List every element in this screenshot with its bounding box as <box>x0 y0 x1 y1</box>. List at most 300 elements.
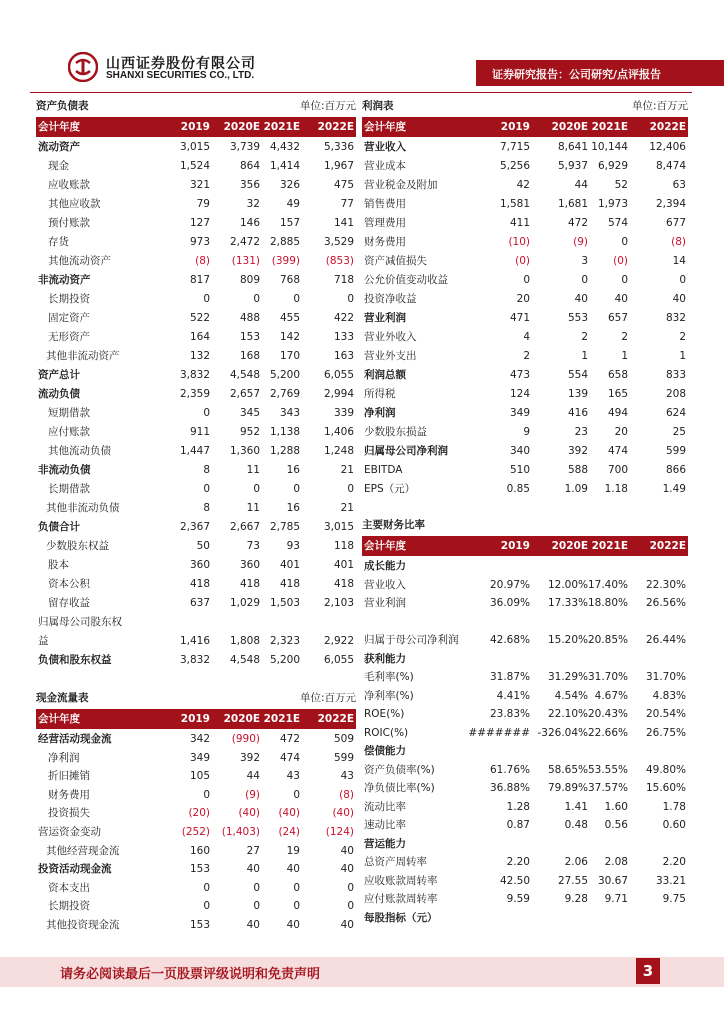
row-value: 5,200 <box>269 654 300 666</box>
table-row <box>362 138 688 157</box>
row-label: 其他非流动负债 <box>46 502 120 514</box>
row-value: 474 <box>607 445 628 457</box>
row-label: 留存收益 <box>48 597 90 609</box>
row-value: 4,432 <box>269 141 300 153</box>
table-row <box>362 442 688 461</box>
row-value: 401 <box>333 559 354 571</box>
row-value: 0 <box>293 900 300 913</box>
row-value: 3,739 <box>229 141 260 153</box>
row-value: 2,785 <box>269 521 300 533</box>
row-label: 公允价值变动收益 <box>364 274 448 286</box>
table-row <box>36 442 356 461</box>
header-label: 会计年度 <box>364 540 406 552</box>
row-value: 0 <box>253 900 260 913</box>
row-value: 79.89% <box>547 782 588 794</box>
row-value: (8) <box>339 788 354 801</box>
row-value: 40 <box>246 919 260 931</box>
table-row <box>36 556 356 575</box>
row-label: 负债合计 <box>38 521 80 533</box>
row-value: 554 <box>567 369 588 381</box>
table-row <box>362 631 688 650</box>
row-value: 11 <box>246 502 260 514</box>
row-value: 9.28 <box>564 893 588 905</box>
row-label: 投资活动现金流 <box>38 863 112 876</box>
row-value: 1,808 <box>229 635 260 647</box>
table-row <box>362 252 688 271</box>
row-value: 677 <box>665 217 686 229</box>
table-row <box>36 730 356 749</box>
row-value: 0 <box>253 293 260 305</box>
row-value: 2,994 <box>323 388 354 400</box>
row-value: 2,103 <box>323 597 354 609</box>
table-row <box>362 404 688 423</box>
page-header <box>0 0 724 95</box>
row-label: 管理费用 <box>364 217 406 229</box>
row-value: 1.28 <box>506 800 530 813</box>
row-value: 4.54% <box>554 689 588 702</box>
row-label: 应收账款周转率 <box>364 874 438 887</box>
row-value: 15.20% <box>547 634 588 646</box>
row-value: 1.41 <box>564 800 588 813</box>
header-year: 2022E <box>649 540 686 552</box>
row-value: 0 <box>203 293 210 305</box>
row-value: 49.80% <box>645 763 686 776</box>
row-label: 营运资金变动 <box>38 826 101 838</box>
header-year: 2020E <box>551 121 588 133</box>
table-row <box>36 290 356 309</box>
row-value: 0 <box>621 236 628 248</box>
table-row <box>36 860 356 879</box>
row-value: 20.54% <box>645 708 686 720</box>
row-value: 472 <box>279 733 300 745</box>
table-row <box>362 613 688 632</box>
table-title: 资产负债表 <box>36 100 89 112</box>
row-label: 应付账款 <box>48 426 90 438</box>
row-label: 营业外收入 <box>364 331 417 343</box>
header-year: 2019 <box>500 540 530 552</box>
row-value: 3 <box>581 255 588 267</box>
row-value: 342 <box>189 733 210 745</box>
row-label: 财务费用 <box>364 236 406 248</box>
table-row <box>362 347 688 366</box>
row-value: 4,548 <box>229 654 260 666</box>
row-value: 475 <box>333 179 354 191</box>
row-label: 成长能力 <box>364 560 406 572</box>
table-row <box>362 233 688 252</box>
disclaimer-text: 请务必阅读最后一页股票评级说明和免责声明 <box>60 967 321 982</box>
header-year: 2022E <box>317 121 354 133</box>
row-value: (124) <box>325 826 354 838</box>
row-label: ROIC(%) <box>364 726 409 739</box>
row-value: 2.20 <box>506 856 530 868</box>
table-row <box>36 214 356 233</box>
row-value: 1,406 <box>323 426 354 438</box>
row-value: (40) <box>332 807 354 820</box>
row-value: 411 <box>509 217 530 229</box>
row-value: 3,832 <box>179 654 210 666</box>
row-value: 1,138 <box>269 426 300 438</box>
row-value: 0.48 <box>564 819 588 831</box>
page-number: 3 <box>636 958 660 984</box>
row-value: 42 <box>516 179 530 191</box>
row-value: 79 <box>196 198 210 210</box>
row-value: 31.29% <box>547 671 588 683</box>
table-row <box>36 916 356 935</box>
row-value: 43 <box>340 770 354 783</box>
row-value: 833 <box>665 369 686 381</box>
table-row <box>362 328 688 347</box>
table-row <box>36 366 356 385</box>
row-value: 657 <box>607 312 628 324</box>
row-value: 553 <box>567 312 588 324</box>
row-label: 所得税 <box>364 388 396 400</box>
row-value: 26.75% <box>645 726 686 739</box>
row-value: 42.50 <box>499 874 530 887</box>
row-label: 益 <box>38 635 49 647</box>
row-value: 50 <box>196 540 210 552</box>
row-label: 其他流动负债 <box>48 445 111 457</box>
table-row <box>36 347 356 366</box>
row-value: 1.09 <box>564 483 588 495</box>
row-value: 2,394 <box>655 198 686 210</box>
row-value: -326.04% <box>537 726 588 739</box>
table-row <box>36 786 356 805</box>
table-row <box>36 613 356 632</box>
row-value: 6,929 <box>597 160 628 172</box>
row-value: 61.76% <box>489 763 530 776</box>
table-row <box>362 195 688 214</box>
row-value: 7,715 <box>499 141 530 153</box>
table-row <box>36 157 356 176</box>
table-row <box>36 404 356 423</box>
row-value: 4,548 <box>229 369 260 381</box>
table-row <box>36 423 356 442</box>
row-value: 5,937 <box>557 160 588 172</box>
row-value: 349 <box>189 751 210 764</box>
company-name-en: SHANXI SECURITIES CO., LTD. <box>106 70 255 81</box>
row-value: (0) <box>515 255 530 267</box>
row-label: 营业利润 <box>364 312 406 324</box>
row-label: 非流动负债 <box>38 464 91 476</box>
row-value: 2.06 <box>564 856 588 868</box>
header-year: 2022E <box>317 713 354 725</box>
row-value: 8,641 <box>557 141 588 153</box>
row-value: 2,922 <box>323 635 354 647</box>
row-value: 1,967 <box>323 160 354 172</box>
row-value: 1,581 <box>499 198 530 210</box>
row-value: 0 <box>203 788 210 801</box>
row-value: 42.68% <box>489 634 530 646</box>
row-value: 16 <box>286 502 300 514</box>
row-value: 1,416 <box>179 635 210 647</box>
row-value: (853) <box>325 255 354 267</box>
row-value: 1.60 <box>604 800 628 813</box>
row-label: 营运能力 <box>364 837 406 850</box>
row-value: 21 <box>340 464 354 476</box>
row-label: 速动比率 <box>364 819 406 831</box>
row-value: 0 <box>621 274 628 286</box>
row-value: 1,503 <box>269 597 300 609</box>
row-label: 其他非流动资产 <box>46 350 120 362</box>
row-value: 392 <box>567 445 588 457</box>
row-value: 1,360 <box>229 445 260 457</box>
table-row <box>362 157 688 176</box>
table-row <box>36 632 356 651</box>
row-value: 2 <box>581 331 588 343</box>
table-row <box>36 804 356 823</box>
row-label: 其他投资现金流 <box>46 919 120 931</box>
row-value: 22.66% <box>587 726 628 739</box>
table-row <box>36 138 356 157</box>
row-value: 392 <box>239 751 260 764</box>
row-value: 25 <box>672 426 686 438</box>
row-value: 5,200 <box>269 369 300 381</box>
row-value: (131) <box>231 255 260 267</box>
table-row <box>362 385 688 404</box>
row-label: 流动比率 <box>364 800 406 813</box>
row-value: 0 <box>203 407 210 419</box>
row-label: 获利能力 <box>364 652 406 665</box>
row-value: 471 <box>509 312 530 324</box>
row-value: 208 <box>665 388 686 400</box>
row-label: 投资损失 <box>48 807 90 820</box>
table-row <box>36 842 356 861</box>
row-label: 其他经营现金流 <box>46 844 120 857</box>
row-value: 43 <box>286 770 300 783</box>
row-value: 809 <box>239 274 260 286</box>
row-value: 93 <box>286 540 300 552</box>
row-label: 少数股东损益 <box>364 426 427 438</box>
table-row <box>36 499 356 518</box>
row-value: 11 <box>246 464 260 476</box>
row-value: (9) <box>573 236 588 248</box>
table-row <box>362 271 688 290</box>
row-label: 营业成本 <box>364 160 406 172</box>
row-value: 17.40% <box>587 578 628 591</box>
row-label: 资本公积 <box>48 578 90 590</box>
row-value: 23 <box>574 426 588 438</box>
row-label: 长期投资 <box>48 900 90 913</box>
table-row <box>362 309 688 328</box>
row-value: (20) <box>188 807 210 820</box>
table-row <box>362 290 688 309</box>
row-value: 4.67% <box>594 689 628 702</box>
company-name-cn: 山西证券股份有限公司 <box>106 56 256 72</box>
row-value: 718 <box>333 274 354 286</box>
row-value: 5,336 <box>323 141 354 153</box>
table-row <box>362 668 688 687</box>
header-year: 2020E <box>223 121 260 133</box>
row-value: 0 <box>203 881 210 894</box>
row-label: 固定资产 <box>48 312 90 324</box>
row-value: 157 <box>279 217 300 229</box>
row-value: 0 <box>347 293 354 305</box>
row-value: 36.09% <box>489 597 530 609</box>
row-value: 343 <box>279 407 300 419</box>
row-value: 2 <box>621 331 628 343</box>
row-value: 0 <box>293 483 300 495</box>
row-value: 163 <box>333 350 354 362</box>
row-value: 637 <box>189 597 210 609</box>
row-value: (10) <box>508 236 530 248</box>
table-row <box>362 742 688 761</box>
row-value: 17.33% <box>547 597 588 609</box>
row-value: 1 <box>679 350 686 362</box>
row-value: 40 <box>286 919 300 931</box>
row-value: 153 <box>239 331 260 343</box>
row-value: 12,406 <box>649 141 686 153</box>
row-value: 1,973 <box>597 198 628 210</box>
row-value: 416 <box>567 407 588 419</box>
row-value: 0 <box>347 881 354 894</box>
row-value: 30.67 <box>597 874 628 887</box>
row-value: 2 <box>679 331 686 343</box>
row-value: 31.87% <box>489 671 530 683</box>
row-value: 474 <box>279 751 300 764</box>
row-value: 494 <box>607 407 628 419</box>
row-value: 0 <box>581 274 588 286</box>
row-value: 2,323 <box>269 635 300 647</box>
header-year: 2022E <box>649 121 686 133</box>
table-row <box>362 576 688 595</box>
table-row <box>362 366 688 385</box>
row-label: 存货 <box>48 236 69 248</box>
table-title: 现金流量表 <box>36 692 89 704</box>
row-value: 52 <box>614 179 628 191</box>
row-value: 22.10% <box>547 708 588 720</box>
table-row <box>362 594 688 613</box>
row-value: 132 <box>189 350 210 362</box>
row-value: 599 <box>333 751 354 764</box>
row-label: EBITDA <box>364 464 403 476</box>
row-value: (252) <box>181 826 210 838</box>
row-value: 3,015 <box>323 521 354 533</box>
table-row <box>362 214 688 233</box>
row-value: 973 <box>189 236 210 248</box>
row-label: 净负债比率(%) <box>364 782 435 794</box>
row-value: 911 <box>189 426 210 438</box>
row-value: 27.55 <box>557 874 588 887</box>
row-label: 其他流动资产 <box>48 255 111 267</box>
row-value: 0 <box>523 274 530 286</box>
row-value: (8) <box>671 236 686 248</box>
row-value: (40) <box>238 807 260 820</box>
table-header-row <box>36 117 356 137</box>
row-value: 127 <box>189 217 210 229</box>
row-value: 6,055 <box>323 369 354 381</box>
header-year: 2019 <box>180 713 210 725</box>
row-value: 4 <box>523 331 530 343</box>
row-value: 952 <box>239 426 260 438</box>
row-value: 1.18 <box>604 483 628 495</box>
row-label: 长期借款 <box>48 483 90 495</box>
row-label: 其他应收款 <box>48 198 101 210</box>
header-label: 会计年度 <box>38 713 80 725</box>
row-value: 165 <box>607 388 628 400</box>
row-value: 4.83% <box>652 689 686 702</box>
row-value: 832 <box>665 312 686 324</box>
row-value: 0.85 <box>506 483 530 495</box>
row-value: 1,524 <box>179 160 210 172</box>
row-value: 0.87 <box>506 819 530 831</box>
row-value: 77 <box>340 198 354 210</box>
row-value: 21 <box>340 502 354 514</box>
table-row <box>362 687 688 706</box>
row-label: 长期投资 <box>48 293 90 305</box>
row-value: 418 <box>279 578 300 590</box>
header-year: 2020E <box>223 713 260 725</box>
row-value: 32 <box>246 198 260 210</box>
row-value: 22.30% <box>645 578 686 591</box>
row-label: 净利率(%) <box>364 689 414 702</box>
row-label: 无形资产 <box>48 331 90 343</box>
table-row <box>362 853 688 872</box>
header-divider <box>30 92 692 93</box>
row-value: 658 <box>607 369 628 381</box>
row-label: 非流动资产 <box>38 274 91 286</box>
table-row <box>36 176 356 195</box>
row-value: 418 <box>239 578 260 590</box>
row-value: 340 <box>509 445 530 457</box>
row-label: 负债和股东权益 <box>38 654 112 666</box>
row-label: 归属于母公司净利润 <box>364 634 459 646</box>
row-value: 472 <box>567 217 588 229</box>
row-value: 356 <box>239 179 260 191</box>
table-row <box>36 518 356 537</box>
table-row <box>36 823 356 842</box>
row-value: 10,144 <box>591 141 628 153</box>
row-value: 53.55% <box>587 763 628 776</box>
row-label: 少数股东权益 <box>46 540 109 552</box>
row-value: (0) <box>613 255 628 267</box>
row-value: 0 <box>253 483 260 495</box>
table-row <box>36 385 356 404</box>
row-value: 40 <box>574 293 588 305</box>
row-value: 0 <box>253 881 260 894</box>
row-value: 2,359 <box>179 388 210 400</box>
row-value: 44 <box>246 770 260 783</box>
row-value: 1 <box>581 350 588 362</box>
table-row <box>36 749 356 768</box>
row-value: 20 <box>516 293 530 305</box>
table-row <box>36 594 356 613</box>
header-year: 2019 <box>180 121 210 133</box>
row-value: 31.70% <box>645 671 686 683</box>
row-value: 0 <box>203 483 210 495</box>
row-value: 20 <box>614 426 628 438</box>
row-value: 1,248 <box>323 445 354 457</box>
row-value: 0 <box>203 900 210 913</box>
table-row <box>36 767 356 786</box>
table-row <box>36 271 356 290</box>
row-label: 销售费用 <box>364 198 406 210</box>
row-value: (24) <box>278 826 300 838</box>
row-value: 321 <box>189 179 210 191</box>
row-value: 18.80% <box>587 597 628 609</box>
table-row <box>362 816 688 835</box>
row-value: 360 <box>189 559 210 571</box>
row-value: 49 <box>286 198 300 210</box>
row-value: 2.20 <box>662 856 686 868</box>
row-value: 139 <box>567 388 588 400</box>
row-value: 40 <box>340 844 354 857</box>
row-value: 124 <box>509 388 530 400</box>
row-value: 326 <box>279 179 300 191</box>
table-title: 主要财务比率 <box>362 519 425 531</box>
row-label: 投资净收益 <box>364 293 417 305</box>
row-value: 9.59 <box>506 893 530 905</box>
row-value: 14 <box>672 255 686 267</box>
